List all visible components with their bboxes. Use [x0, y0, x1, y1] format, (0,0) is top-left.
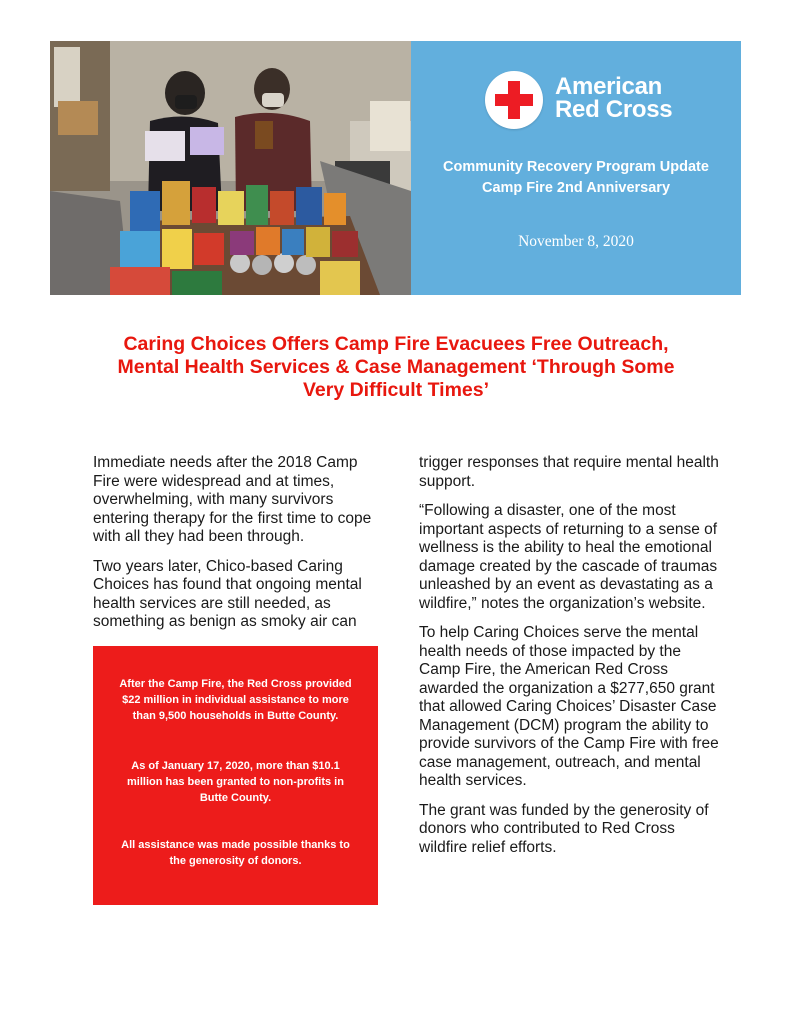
- red-cross-logo: [485, 71, 715, 131]
- body-paragraph: Two years later, Chico-based Caring Choices has found that ongoing mental health services are still needed, as something as benign as smoky air can: [93, 557, 362, 630]
- facts-callout-box: [93, 646, 378, 905]
- body-paragraph: The grant was funded by the generosity of donors who contributed to Red Cross wildfire relief efforts.: [419, 801, 709, 856]
- right-column: [419, 454, 719, 868]
- left-column: [93, 454, 385, 643]
- body-paragraph: “Following a disaster, one of the most important aspects of returning to a sense of wellness is the ability to heal the emotional damage created by the cascade of traumas unleashed by an event as devastating as a wildfire,” notes the organization’s website.: [419, 502, 718, 612]
- program-subtitle: Camp Fire 2nd Anniversary: [481, 180, 671, 196]
- callout-paragraph: After the Camp Fire, the Red Cross provided $22 million in individual assistance to more than 9,500 households in Butte County.: [119, 678, 352, 722]
- callout-paragraph: All assistance was made possible thanks to the generosity of donors.: [121, 839, 350, 867]
- body-paragraph: To help Caring Choices serve the mental health needs of those impacted by the Camp Fire, the American Red Cross awarded the organization a $277,650 grant that allowed Caring Choices’ Disaster Case Management (DCM) program the ability to provide survivors of the Camp Fire with free case management, outreach, and mental health services.: [419, 624, 719, 789]
- header-photo: [50, 41, 411, 295]
- red-cross-icon: [485, 71, 543, 129]
- headline-line-1: Caring Choices Offers Camp Fire Evacuees Free Outreach,: [123, 333, 669, 355]
- callout-paragraph: As of January 17, 2020, more than $10.1 million has been granted to non-profits in Butte County.: [127, 760, 344, 804]
- program-title: Community Recovery Program Update: [443, 159, 709, 175]
- logo-line-2: Red Cross: [555, 96, 673, 123]
- body-paragraph: Immediate needs after the 2018 Camp Fire were widespread and at times, overwhelming, with many survivors entering therapy for the first time to cope with all they had been through.: [93, 454, 372, 545]
- logo-wordmark: [555, 75, 672, 121]
- header-banner: [411, 41, 741, 295]
- logo-line-1: American: [555, 73, 662, 100]
- headline-line-2: Mental Health Services & Case Management ‘Through Some: [117, 356, 675, 378]
- body-paragraph: trigger responses that require mental health support.: [419, 454, 719, 490]
- publication-date: November 8, 2020: [518, 233, 634, 250]
- article-headline: [80, 333, 712, 402]
- photo-illustration: [50, 41, 411, 295]
- headline-line-3: Very Difficult Times’: [302, 379, 490, 401]
